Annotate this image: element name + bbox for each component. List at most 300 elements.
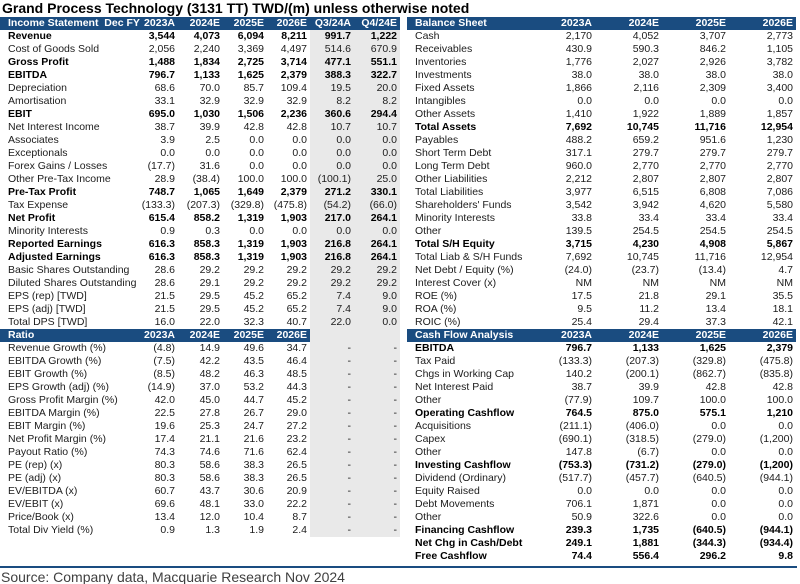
value-cell: 74.6 <box>199 446 220 458</box>
value-cell: 29.1 <box>705 290 726 302</box>
value-cell: 25.3 <box>199 420 220 432</box>
value-cell: 23.2 <box>286 433 307 445</box>
value-cell: - <box>354 394 400 407</box>
table-row <box>0 290 400 303</box>
value-cell: 70.0 <box>199 82 220 94</box>
row-label: EBITDA <box>415 342 455 354</box>
value-cell: 29.2 <box>243 277 264 289</box>
value-cell: 21.8 <box>638 290 659 302</box>
value-cell: 2,770 <box>699 160 726 172</box>
row-label: Pre-Tax Profit <box>8 186 77 198</box>
income-statement-section-title: Income Statement Dec FY <box>0 17 140 30</box>
value-cell: - <box>354 381 400 394</box>
value-cell: 48.1 <box>199 498 220 510</box>
balance-sheet-and-cashflow-table <box>407 17 796 563</box>
row-label: Investments <box>415 69 472 81</box>
table-row <box>0 485 400 498</box>
value-cell: 19.6 <box>154 420 175 432</box>
value-cell: 69.6 <box>154 498 175 510</box>
value-cell: 45.0 <box>199 394 220 406</box>
value-cell: 29.2 <box>286 277 307 289</box>
value-cell: 7,086 <box>766 186 793 198</box>
value-cell: 239.3 <box>565 524 592 536</box>
value-cell: 514.6 <box>310 43 354 56</box>
value-cell: - <box>310 355 354 368</box>
value-cell: 1,889 <box>699 108 726 120</box>
value-cell: 0.0 <box>711 498 726 510</box>
value-cell: 330.1 <box>354 186 400 199</box>
row-label: EBITDA Margin (%) <box>8 407 100 419</box>
table-row <box>0 277 400 290</box>
table-row <box>407 212 796 225</box>
table-row <box>0 355 400 368</box>
table-row <box>407 498 796 511</box>
row-label: Net Interest Paid <box>415 381 494 393</box>
table-row <box>407 303 796 316</box>
value-cell: 109.7 <box>632 394 659 406</box>
value-cell: 322.7 <box>354 69 400 82</box>
value-cell: NM <box>776 277 793 289</box>
value-cell: 1,881 <box>632 537 659 549</box>
table-row <box>0 186 400 199</box>
value-cell: 8.7 <box>292 511 307 523</box>
value-cell: 62.4 <box>286 446 307 458</box>
value-cell: (1,200) <box>759 433 793 445</box>
row-label: EV/EBIT (x) <box>8 498 64 510</box>
value-cell: 139.5 <box>565 225 592 237</box>
value-cell: 1,230 <box>766 134 793 146</box>
value-cell: 9.0 <box>354 303 400 316</box>
column-header: Q4/24E <box>354 17 400 30</box>
value-cell: 29.2 <box>354 264 400 277</box>
column-header: 2025E <box>223 17 267 30</box>
value-cell: 0.0 <box>711 485 726 497</box>
value-cell: 3,942 <box>632 199 659 211</box>
value-cell: 12,954 <box>760 251 793 263</box>
value-cell: 3,544 <box>148 30 175 42</box>
value-cell: 0.0 <box>292 225 307 237</box>
value-cell: 68.6 <box>154 82 175 94</box>
value-cell: 3,715 <box>565 238 592 250</box>
value-cell: 2,807 <box>632 173 659 185</box>
value-cell: 147.8 <box>565 446 592 458</box>
value-cell: 10.7 <box>354 121 400 134</box>
row-label: Other <box>415 394 442 406</box>
income-statement-header-row <box>0 17 400 30</box>
value-cell: 8,211 <box>281 30 307 42</box>
value-cell: (934.4) <box>759 537 793 549</box>
value-cell: 9.0 <box>354 290 400 303</box>
value-cell: 42.8 <box>243 121 264 133</box>
value-cell: 8.2 <box>354 95 400 108</box>
value-cell: 28.6 <box>154 264 175 276</box>
value-cell: 0.0 <box>354 225 400 238</box>
value-cell: 1,030 <box>193 108 220 120</box>
value-cell: 2,212 <box>565 173 592 185</box>
row-label: Net Chg in Cash/Debt <box>415 537 523 549</box>
value-cell: 0.0 <box>644 485 659 497</box>
value-cell: 0.0 <box>711 511 726 523</box>
value-cell: 17.5 <box>571 290 592 302</box>
value-cell: 217.0 <box>310 212 354 225</box>
value-cell: 48.5 <box>286 368 307 380</box>
income-statement-and-ratio-table <box>0 17 400 537</box>
right-table-body <box>407 17 796 563</box>
value-cell: 39.9 <box>638 381 659 393</box>
row-label: Short Term Debt <box>415 147 492 159</box>
table-row <box>407 316 796 329</box>
row-label: ROA (%) <box>415 303 457 315</box>
value-cell: - <box>310 368 354 381</box>
value-cell: (7.5) <box>153 355 175 367</box>
row-label: ROIC (%) <box>415 316 461 328</box>
value-cell: (66.0) <box>354 199 400 212</box>
value-cell: (862.7) <box>692 368 726 380</box>
table-row <box>0 56 400 69</box>
value-cell: 42.2 <box>199 355 220 367</box>
value-cell: 1,065 <box>193 186 220 198</box>
table-row <box>0 459 400 472</box>
value-cell: (318.5) <box>625 433 659 445</box>
value-cell: 38.7 <box>571 381 592 393</box>
row-label: Net Profit Margin (%) <box>8 433 107 445</box>
value-cell: 38.0 <box>638 69 659 81</box>
table-row <box>407 121 796 134</box>
value-cell: - <box>310 472 354 485</box>
value-cell: 296.2 <box>699 550 726 562</box>
value-cell: 9.5 <box>577 303 592 315</box>
value-cell: (640.5) <box>692 524 726 536</box>
value-cell: 28.6 <box>154 277 175 289</box>
value-cell: 0.0 <box>292 147 307 159</box>
value-cell: - <box>310 407 354 420</box>
row-label: Debt Movements <box>415 498 495 510</box>
row-label: EBIT Margin (%) <box>8 420 86 432</box>
value-cell: 0.0 <box>310 160 354 173</box>
value-cell: 26.7 <box>243 407 264 419</box>
table-row <box>407 264 796 277</box>
value-cell: 24.7 <box>243 420 264 432</box>
table-row <box>407 524 796 537</box>
value-cell: 551.1 <box>354 56 400 69</box>
value-cell: 2,170 <box>565 30 592 42</box>
value-cell: 39.9 <box>199 121 220 133</box>
value-cell: (344.3) <box>692 537 726 549</box>
value-cell: 216.8 <box>310 238 354 251</box>
value-cell: 38.0 <box>772 69 793 81</box>
row-label: Gross Profit <box>8 56 69 68</box>
value-cell: 1,222 <box>354 30 400 43</box>
table-row <box>407 147 796 160</box>
table-row <box>407 30 796 43</box>
table-row <box>0 498 400 511</box>
table-row <box>0 368 400 381</box>
table-row <box>0 394 400 407</box>
table-row <box>0 472 400 485</box>
value-cell: 3.9 <box>160 134 175 146</box>
row-label: Depreciation <box>8 82 67 94</box>
table-row <box>0 420 400 433</box>
value-cell: 1,319 <box>237 212 264 224</box>
value-cell: 33.4 <box>772 212 793 224</box>
table-row <box>0 316 400 329</box>
row-label: Cost of Goods Sold <box>8 43 100 55</box>
value-cell: 6,808 <box>699 186 726 198</box>
table-row <box>407 446 796 459</box>
bottom-divider <box>0 566 797 568</box>
value-cell: 29.0 <box>286 407 307 419</box>
value-cell: 875.0 <box>632 407 659 419</box>
value-cell: 960.0 <box>565 160 592 172</box>
value-cell: 556.4 <box>632 550 659 562</box>
row-label: Associates <box>8 134 59 146</box>
value-cell: 6,094 <box>237 30 264 42</box>
value-cell: 796.7 <box>148 69 175 81</box>
value-cell: - <box>310 524 354 537</box>
value-cell: 0.0 <box>354 316 400 329</box>
row-label: Net Profit <box>8 212 56 224</box>
value-cell: - <box>354 459 400 472</box>
row-label: Receivables <box>415 43 473 55</box>
value-cell: 0.0 <box>644 95 659 107</box>
row-label: Intangibles <box>415 95 466 107</box>
value-cell: (133.3) <box>141 199 175 211</box>
value-cell: 33.8 <box>571 212 592 224</box>
value-cell: 27.8 <box>199 407 220 419</box>
value-cell: 616.3 <box>148 238 175 250</box>
value-cell: 40.7 <box>286 316 307 328</box>
value-cell: 31.6 <box>199 160 220 172</box>
header-filler-cell <box>310 329 354 342</box>
value-cell: 4.7 <box>778 264 793 276</box>
row-label: EPS (adj) [TWD] <box>8 303 86 315</box>
value-cell: 44.3 <box>286 381 307 393</box>
value-cell: 0.0 <box>711 446 726 458</box>
value-cell: (13.4) <box>698 264 726 276</box>
value-cell: (457.7) <box>625 472 659 484</box>
value-cell: 2,236 <box>280 108 307 120</box>
value-cell: 21.5 <box>154 290 175 302</box>
value-cell: 1,735 <box>632 524 659 536</box>
value-cell: 0.0 <box>778 485 793 497</box>
value-cell: 21.5 <box>154 303 175 315</box>
value-cell: 2,379 <box>280 186 307 198</box>
value-cell: 17.4 <box>154 433 175 445</box>
value-cell: 858.3 <box>193 251 220 263</box>
value-cell: 45.2 <box>243 290 264 302</box>
value-cell: 100.0 <box>280 173 307 185</box>
row-label: Other Liabilities <box>415 173 488 185</box>
value-cell: 25.0 <box>354 173 400 186</box>
value-cell: (77.9) <box>564 394 592 406</box>
value-cell: 27.2 <box>286 420 307 432</box>
page-title: Grand Process Technology (3131 TT) TWD/(m) unless otherwise noted <box>2 0 470 16</box>
value-cell: 20.9 <box>286 485 307 497</box>
value-cell: 317.1 <box>565 147 592 159</box>
table-row <box>407 381 796 394</box>
ratio-section-title: Ratio <box>0 329 140 342</box>
value-cell: 85.7 <box>243 82 264 94</box>
value-cell: 2,309 <box>699 82 726 94</box>
value-cell: 488.2 <box>565 134 592 146</box>
value-cell: 4,497 <box>280 43 307 55</box>
table-row <box>407 355 796 368</box>
value-cell: (690.1) <box>558 433 592 445</box>
column-header: 2023A <box>532 329 595 342</box>
value-cell: 10,745 <box>626 121 659 133</box>
row-label: Total S/H Equity <box>415 238 495 250</box>
value-cell: - <box>354 420 400 433</box>
row-label: EBITDA <box>8 69 48 81</box>
value-cell: 216.8 <box>310 251 354 264</box>
value-cell: 45.2 <box>286 394 307 406</box>
value-cell: 22.2 <box>286 498 307 510</box>
table-row <box>407 342 796 355</box>
value-cell: 0.0 <box>354 134 400 147</box>
table-row <box>0 147 400 160</box>
value-cell: 22.0 <box>199 316 220 328</box>
value-cell: 109.4 <box>280 82 307 94</box>
table-row <box>0 173 400 186</box>
table-row <box>407 472 796 485</box>
table-row <box>407 277 796 290</box>
table-row <box>407 134 796 147</box>
value-cell: 13.4 <box>705 303 726 315</box>
value-cell: (406.0) <box>625 420 659 432</box>
value-cell: 279.7 <box>766 147 793 159</box>
row-label: Payables <box>415 134 459 146</box>
row-label: Inventories <box>415 56 467 68</box>
value-cell: 10.4 <box>243 511 264 523</box>
value-cell: (753.3) <box>558 459 592 471</box>
row-label: Minority Interests <box>415 212 495 224</box>
value-cell: (24.0) <box>564 264 592 276</box>
table-row <box>0 43 400 56</box>
value-cell: 140.2 <box>565 368 592 380</box>
table-row <box>407 550 796 563</box>
row-label: Exceptionals <box>8 147 68 159</box>
value-cell: 1,319 <box>237 238 264 250</box>
table-row <box>407 108 796 121</box>
value-cell: 2,027 <box>632 56 659 68</box>
value-cell: 796.7 <box>565 342 592 354</box>
row-label: Total Liab & S/H Funds <box>415 251 523 263</box>
header-filler-cell <box>354 329 400 342</box>
table-row <box>0 82 400 95</box>
value-cell: 4,230 <box>632 238 659 250</box>
value-cell: - <box>310 459 354 472</box>
value-cell: 1,922 <box>632 108 659 120</box>
value-cell: (731.2) <box>625 459 659 471</box>
value-cell: - <box>310 446 354 459</box>
value-cell: 3,977 <box>565 186 592 198</box>
value-cell: 38.0 <box>705 69 726 81</box>
table-row <box>0 108 400 121</box>
value-cell: (279.0) <box>692 433 726 445</box>
value-cell: (133.3) <box>558 355 592 367</box>
value-cell: NM <box>642 277 659 289</box>
table-row <box>0 433 400 446</box>
row-label: Free Cashflow <box>415 550 487 562</box>
value-cell: - <box>354 472 400 485</box>
value-cell: 38.0 <box>571 69 592 81</box>
value-cell: 3,542 <box>565 199 592 211</box>
table-row <box>0 342 400 355</box>
value-cell: 38.3 <box>243 472 264 484</box>
value-cell: (475.8) <box>759 355 793 367</box>
value-cell: 0.9 <box>160 524 175 536</box>
row-label: Adjusted Earnings <box>8 251 101 263</box>
column-header: 2023A <box>532 17 595 30</box>
table-row <box>0 524 400 537</box>
table-row <box>407 225 796 238</box>
value-cell: 9.8 <box>778 550 793 562</box>
column-header: 2024E <box>178 17 223 30</box>
column-header: Q3/24A <box>310 17 354 30</box>
row-label: EBITDA Growth (%) <box>8 355 102 367</box>
value-cell: 615.4 <box>148 212 175 224</box>
table-row <box>0 225 400 238</box>
value-cell: 858.3 <box>193 238 220 250</box>
value-cell: 1,903 <box>280 238 307 250</box>
value-cell: 38.7 <box>154 121 175 133</box>
value-cell: 65.2 <box>286 290 307 302</box>
value-cell: (329.8) <box>230 199 264 211</box>
table-row <box>0 407 400 420</box>
value-cell: 3,400 <box>766 82 793 94</box>
value-cell: 35.5 <box>772 290 793 302</box>
value-cell: 20.0 <box>354 82 400 95</box>
value-cell: 44.7 <box>243 394 264 406</box>
table-row <box>407 43 796 56</box>
value-cell: - <box>354 355 400 368</box>
column-header: 2024E <box>178 329 223 342</box>
value-cell: (279.0) <box>692 459 726 471</box>
row-label: Gross Profit Margin (%) <box>8 394 118 406</box>
value-cell: 46.3 <box>243 368 264 380</box>
value-cell: 764.5 <box>565 407 592 419</box>
value-cell: 2.4 <box>292 524 307 536</box>
value-cell: 1,506 <box>237 108 264 120</box>
value-cell: 2,807 <box>699 173 726 185</box>
value-cell: 0.0 <box>160 147 175 159</box>
value-cell: 1,319 <box>237 251 264 263</box>
value-cell: (23.7) <box>631 264 659 276</box>
value-cell: (1,200) <box>759 459 793 471</box>
row-label: Total Assets <box>415 121 477 133</box>
value-cell: 254.5 <box>699 225 726 237</box>
column-header: 2026E <box>267 17 310 30</box>
value-cell: 1,625 <box>699 342 726 354</box>
table-row <box>407 199 796 212</box>
value-cell: 12,954 <box>760 121 793 133</box>
value-cell: (38.4) <box>192 173 220 185</box>
row-label: PE (adj) (x) <box>8 472 62 484</box>
table-row <box>0 303 400 316</box>
value-cell: - <box>354 511 400 524</box>
row-label: Amortisation <box>8 95 67 107</box>
value-cell: 33.1 <box>154 95 175 107</box>
value-cell: 80.3 <box>154 459 175 471</box>
value-cell: 74.3 <box>154 446 175 458</box>
value-cell: 42.0 <box>154 394 175 406</box>
value-cell: 1,105 <box>766 43 793 55</box>
column-header: 2025E <box>662 17 729 30</box>
value-cell: 991.7 <box>310 30 354 43</box>
value-cell: 2,926 <box>699 56 726 68</box>
table-row <box>407 394 796 407</box>
value-cell: (835.8) <box>759 368 793 380</box>
